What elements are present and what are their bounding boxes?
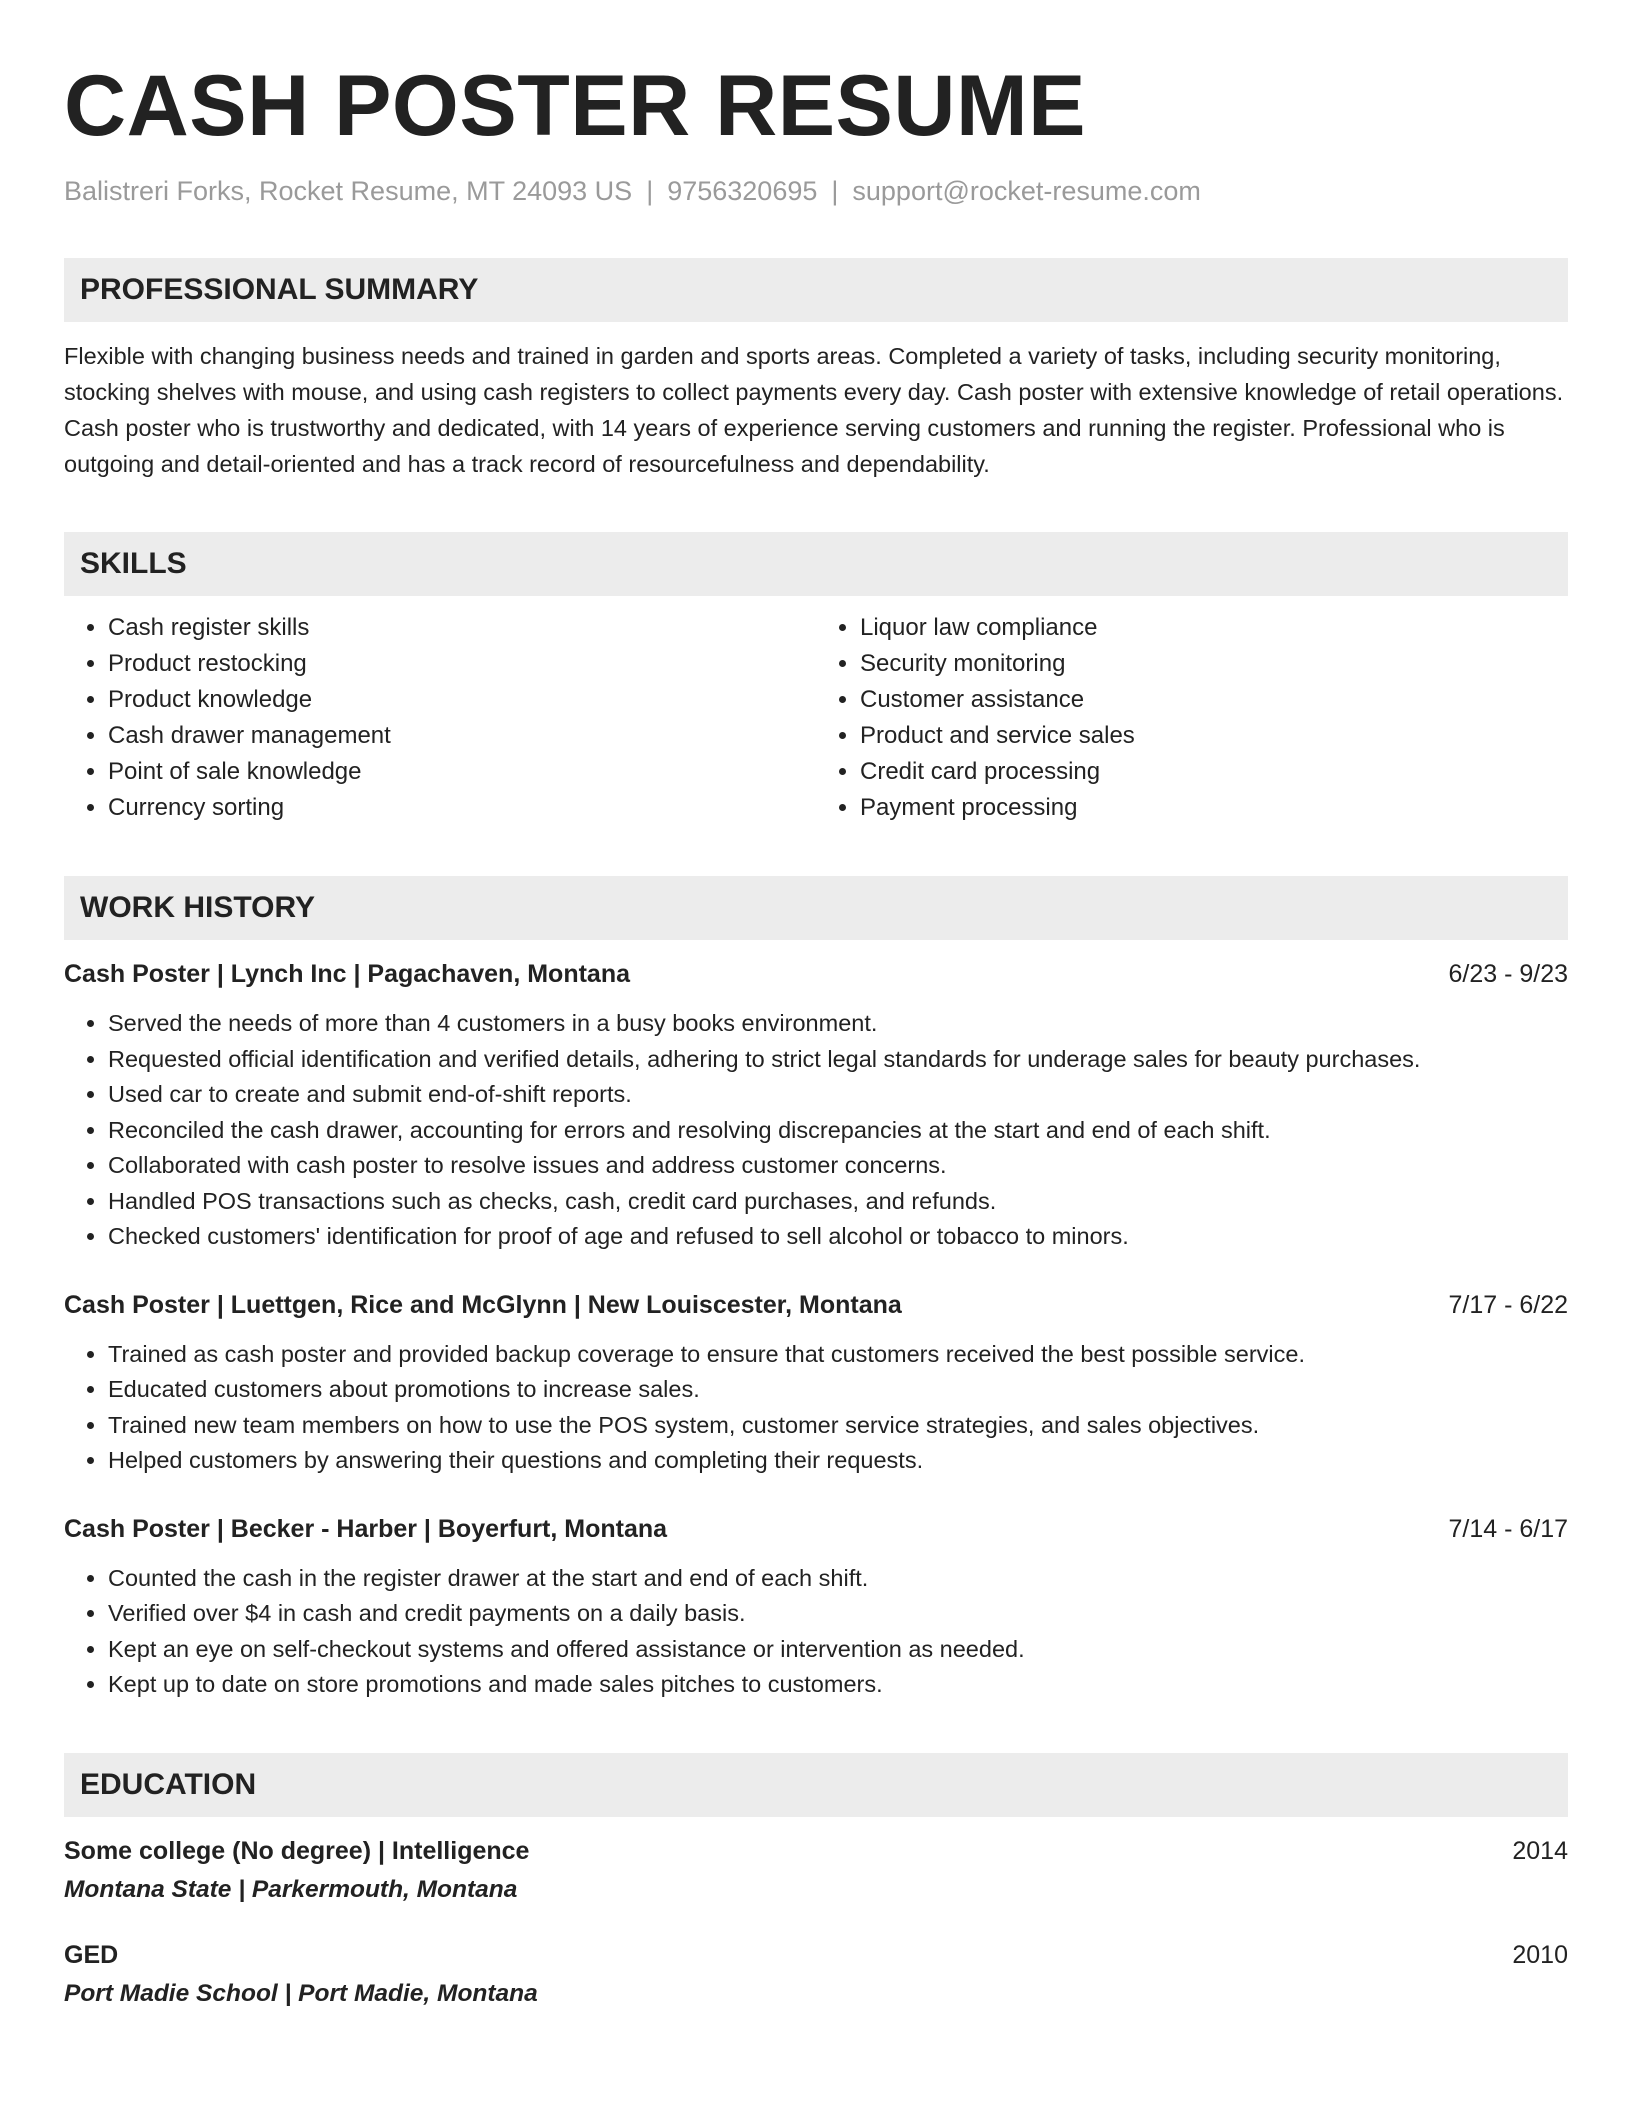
job-duty: • Handled POS transactions such as checks, cash, credit card purchases, and refunds. — [108, 1184, 1568, 1220]
skill-item: • Product knowledge — [108, 682, 816, 718]
job-duty: • Collaborated with cash poster to resolve issues and address customer concerns. — [108, 1148, 1568, 1184]
education-school: Port Madie School | Port Madie, Montana — [64, 1979, 538, 2007]
section-header-summary: PROFESSIONAL SUMMARY — [64, 258, 1568, 322]
resume-title: CASH POSTER RESUME — [64, 58, 1087, 154]
job-duty: • Trained as cash poster and provided backup coverage to ensure that customers received the best possible service. — [108, 1337, 1568, 1373]
job-duty: • Kept up to date on store promotions and made sales pitches to customers. — [108, 1667, 1568, 1703]
skill-item: • Payment processing — [860, 790, 1568, 826]
job-duty: • Served the needs of more than 4 customers in a busy books environment. — [108, 1006, 1568, 1042]
skill-item: • Point of sale knowledge — [108, 754, 816, 790]
job-dates: 6/23 - 9/23 — [1448, 960, 1568, 988]
education-entry — [64, 1831, 1568, 1909]
section-header-skills: SKILLS — [64, 532, 1568, 596]
job-duties — [64, 1561, 1568, 1703]
job-header — [64, 1285, 1568, 1325]
job-duty: • Educated customers about promotions to increase sales. — [108, 1372, 1568, 1408]
education-degree: Some college (No degree) | Intelligence — [64, 1836, 530, 1865]
skill-item: • Cash drawer management — [108, 718, 816, 754]
skills-list — [64, 610, 1568, 826]
education-entry — [64, 1935, 1568, 2013]
contact-line — [64, 174, 1568, 208]
job-duty: • Reconciled the cash drawer, accounting for errors and resolving discrepancies at the start and end of each shift. — [108, 1113, 1568, 1149]
job-entry — [64, 954, 1568, 1255]
job-dates: 7/17 - 6/22 — [1448, 1290, 1568, 1319]
job-header — [64, 954, 1568, 994]
section-header-education: EDUCATION — [64, 1753, 1568, 1817]
job-duty: • Kept an eye on self-checkout systems and offered assistance or intervention as needed. — [108, 1632, 1568, 1668]
skill-item: • Product restocking — [108, 646, 816, 682]
job-title: Cash Poster | Luettgen, Rice and McGlynn | New Louiscester, Montana — [64, 1290, 902, 1319]
job-duty: • Trained new team members on how to use the POS system, customer service strategies, and sales objectives. — [108, 1408, 1568, 1444]
education-degree: GED — [64, 1940, 119, 1969]
contact-separator: | — [831, 176, 839, 206]
job-entry — [64, 1285, 1568, 1479]
job-entry — [64, 1509, 1568, 1703]
skill-item: • Customer assistance — [860, 682, 1568, 718]
skill-item: • Credit card processing — [860, 754, 1568, 790]
job-duty: • Requested official identification and verified details, adhering to strict legal standards for underage sales for beauty purchases. — [108, 1042, 1568, 1078]
skill-item: • Currency sorting — [108, 790, 816, 826]
contact-address: Balistreri Forks, Rocket Resume, MT 24093 US — [64, 176, 633, 206]
skill-item: • Security monitoring — [860, 646, 1568, 682]
job-header — [64, 1509, 1568, 1549]
job-duty: • Helped customers by answering their questions and completing their requests. — [108, 1443, 1568, 1479]
contact-phone: 9756320695 — [667, 176, 818, 206]
contact-separator: | — [646, 176, 654, 206]
job-duties — [64, 1006, 1568, 1255]
skill-item: • Product and service sales — [860, 718, 1568, 754]
section-header-work-history: WORK HISTORY — [64, 876, 1568, 940]
skills-column-left — [64, 610, 816, 826]
job-title: Cash Poster | Lynch Inc | Pagachaven, Montana — [64, 960, 630, 988]
job-duty: • Used car to create and submit end-of-shift reports. — [108, 1077, 1568, 1113]
skill-item: • Liquor law compliance — [860, 610, 1568, 646]
skill-item: • Cash register skills — [108, 610, 816, 646]
job-title: Cash Poster | Becker - Harber | Boyerfurt, Montana — [64, 1514, 668, 1543]
education-header — [64, 1935, 1568, 1975]
skills-column-right — [816, 610, 1568, 826]
job-duty: • Counted the cash in the register drawer at the start and end of each shift. — [108, 1561, 1568, 1597]
education-year: 2010 — [1512, 1940, 1568, 1969]
job-duty: • Checked customers' identification for proof of age and refused to sell alcohol or tobacco to minors. — [108, 1219, 1568, 1255]
job-dates: 7/14 - 6/17 — [1448, 1514, 1568, 1543]
education-header — [64, 1831, 1568, 1871]
summary-text: Flexible with changing business needs and trained in garden and sports areas. Completed a variety of tasks, including security monitoring, stocking shelves with mouse, and using cash registers to collect payments every day. Cash poster with extensive knowledge of retail operations. Cash poster who is trustworthy and dedicated, with 14 years of experience serving customers and running the register. Professional who is outgoing and detail-oriented and has a track record of resourcefulness and dependability. — [64, 343, 1564, 477]
job-duties — [64, 1337, 1568, 1479]
contact-email: support@rocket-resume.com — [852, 176, 1201, 206]
education-school: Montana State | Parkermouth, Montana — [64, 1875, 518, 1903]
education-year: 2014 — [1512, 1836, 1568, 1865]
job-duty: • Verified over $4 in cash and credit payments on a daily basis. — [108, 1596, 1568, 1632]
